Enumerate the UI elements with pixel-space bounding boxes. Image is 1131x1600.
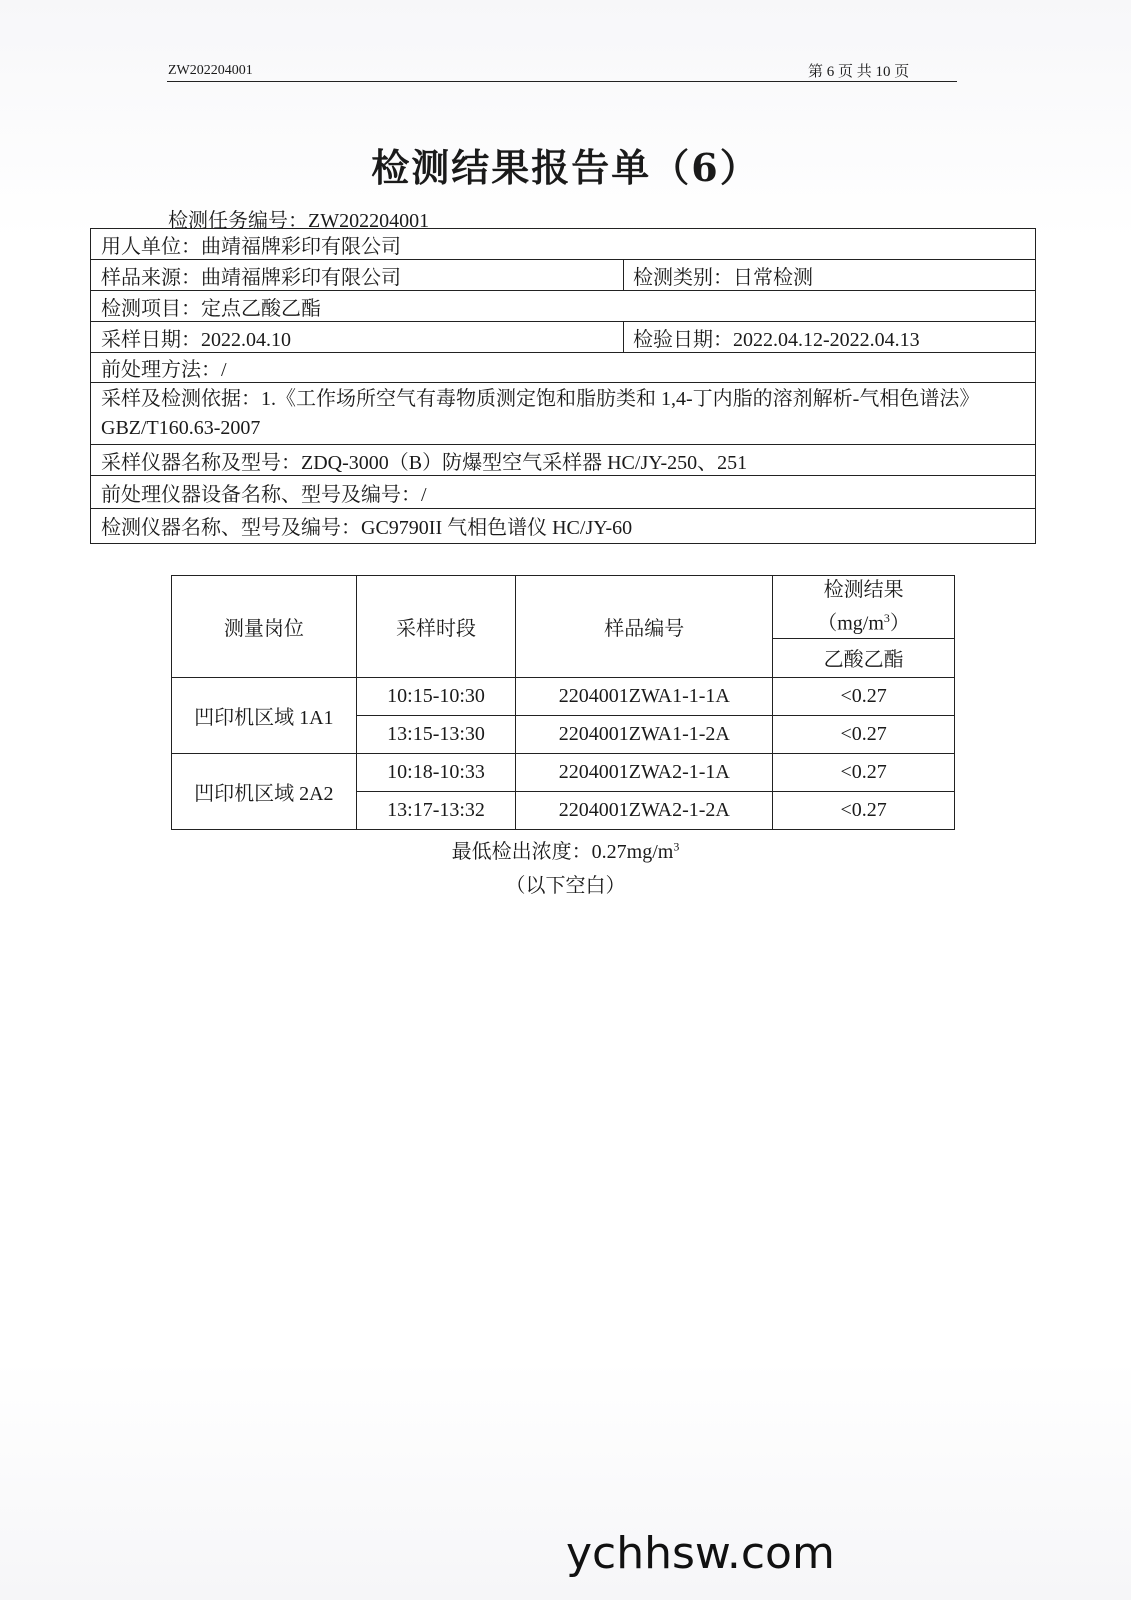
detection-limit <box>0 835 1131 864</box>
results-table <box>171 575 955 830</box>
header-post: 测量岗位 <box>172 576 357 678</box>
info-row-test-instrument <box>91 509 1035 542</box>
test-instrument-field: 检测仪器名称、型号及编号：GC9790II 气相色谱仪 HC/JY-60 <box>101 517 633 539</box>
pretreatment-field: 前处理方法：/ <box>101 359 227 381</box>
info-row-item <box>91 291 1035 322</box>
test-type-field: 检测类别：日常检测 <box>633 266 813 289</box>
info-row-pretreatment-instrument <box>91 476 1035 509</box>
table-row <box>172 677 955 715</box>
task-number: 检测任务编号：ZW202204001 <box>168 210 430 232</box>
pretreatment-instrument-field: 前处理仪器设备名称、型号及编号：/ <box>101 483 427 506</box>
results-header-row <box>172 576 955 639</box>
detection-limit-text: 最低检出浓度：0.27mg/m <box>451 841 674 863</box>
info-row-sampling-instrument <box>91 445 1035 476</box>
header-sample-id: 样品编号 <box>516 576 773 678</box>
header-page-info: 第 6 页 共 10 页 <box>808 64 910 80</box>
header-unit-exp: 3 <box>883 611 890 625</box>
post-cell: 凹印机区域 1A1 <box>172 677 357 753</box>
sampling-date-field: 采样日期：2022.04.10 <box>101 328 291 351</box>
result-cell: <0.27 <box>773 715 955 753</box>
info-row-source <box>91 260 1035 291</box>
header-substance: 乙酸乙酯 <box>773 638 955 677</box>
report-title: 检测结果报告单（6） <box>371 145 760 190</box>
header-unit-open: （mg/m <box>817 612 884 635</box>
sampling-instrument-field: 采样仪器名称及型号：ZDQ-3000（B）防爆型空气采样器 HC/JY-250、251 <box>101 451 748 474</box>
period-cell: 13:15-13:30 <box>356 715 516 753</box>
info-row-pretreatment <box>91 353 1035 383</box>
post-cell: 凹印机区域 2A2 <box>172 753 357 829</box>
header-result <box>773 576 955 639</box>
sample-id-cell: 2204001ZWA2-1-2A <box>516 791 773 829</box>
watermark-text: ychhsw.com <box>566 1528 835 1579</box>
period-cell: 10:18-10:33 <box>356 753 516 791</box>
period-cell: 10:15-10:30 <box>356 677 516 715</box>
result-cell: <0.27 <box>773 753 955 791</box>
header-unit-close: ） <box>889 612 910 635</box>
info-row-basis <box>91 383 1035 445</box>
sample-source-field: 样品来源：曲靖福牌彩印有限公司 <box>101 266 401 289</box>
blank-note: （以下空白） <box>505 875 626 897</box>
header-rule <box>167 81 957 82</box>
header-doc-id: ZW202204001 <box>168 63 253 78</box>
info-table <box>90 228 1036 544</box>
test-date-field: 检验日期：2022.04.12-2022.04.13 <box>633 328 920 351</box>
sample-id-cell: 2204001ZWA1-1-2A <box>516 715 773 753</box>
detection-limit-exp: 3 <box>673 839 680 854</box>
basis-field: 采样及检测依据：1.《工作场所空气有毒物质测定饱和脂肪类和 1,4-丁内脂的溶剂解析-气相色谱法》GBZ/T160.63-2007 <box>101 388 980 439</box>
test-item-field: 检测项目：定点乙酸乙酯 <box>101 297 321 320</box>
info-row-client <box>91 229 1035 260</box>
table-row <box>172 753 955 791</box>
result-cell: <0.27 <box>773 791 955 829</box>
header-period: 采样时段 <box>356 576 516 678</box>
header-result-label: 检测结果 <box>823 579 904 601</box>
client-field: 用人单位：曲靖福牌彩印有限公司 <box>101 235 401 258</box>
info-row-dates <box>91 322 1035 353</box>
period-cell: 13:17-13:32 <box>356 791 516 829</box>
sample-id-cell: 2204001ZWA1-1-1A <box>516 677 773 715</box>
result-cell: <0.27 <box>773 677 955 715</box>
sample-id-cell: 2204001ZWA2-1-1A <box>516 753 773 791</box>
